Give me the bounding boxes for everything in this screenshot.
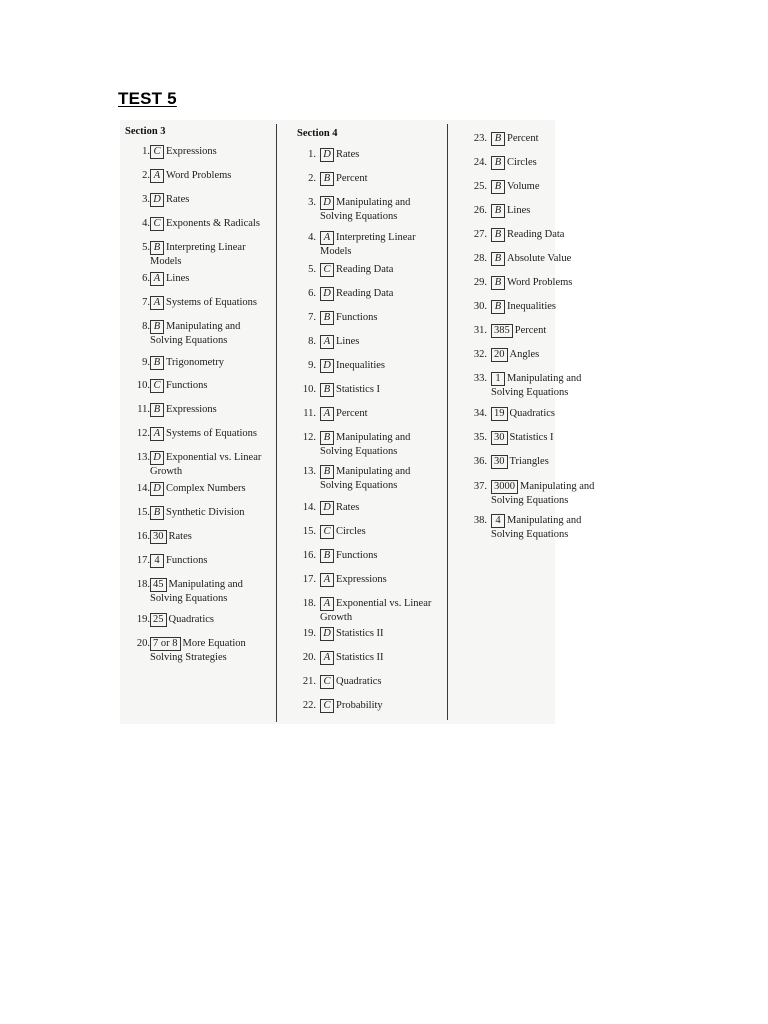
entry-body [491,407,555,421]
topic-label: Inequalities [336,360,385,371]
entry-body [150,427,257,441]
entry-body [491,204,530,218]
answer-box: C [320,525,334,539]
topic-label: Exponential vs. Linear [336,598,432,609]
question-number: 4. [308,232,316,243]
topic-label-continued: Solving Equations [320,446,398,457]
question-number: 6. [308,288,316,299]
answer-box: B [491,252,505,266]
answer-box: C [150,145,164,159]
topic-label: Lines [336,336,360,347]
question-number: 7. [308,312,316,323]
topic-label: Lines [166,273,190,284]
question-number: 32. [473,349,487,360]
answer-box: D [320,627,334,641]
question-number: 1. [308,149,316,160]
question-number: 34. [473,408,487,419]
answer-box: D [320,287,334,301]
answer-box: 1 [491,372,505,386]
entry-body [320,699,383,713]
question-number: 16. [302,550,316,561]
topic-label: Probability [336,700,383,711]
question-number: 11. [303,408,316,419]
topic-label: Reading Data [507,229,565,240]
topic-label-continued: Solving Equations [491,529,569,540]
answer-box: B [150,403,164,417]
question-number: 17. [302,574,316,585]
entry-body [491,252,571,266]
answer-box: B [491,132,505,146]
entry-body [320,172,368,186]
entry-body [491,276,572,290]
question-number: 27. [473,229,487,240]
question-number: 2. [308,173,316,184]
question-number: 15. [136,507,150,518]
answer-box: 4 [491,514,505,528]
topic-label: Manipulating and [336,466,411,477]
topic-label: Word Problems [507,277,573,288]
entry-body [491,228,564,242]
topic-label: Rates [166,194,190,205]
question-number: 26. [473,205,487,216]
question-number: 22. [302,700,316,711]
entry-body [491,514,581,541]
entry-body [320,231,416,258]
topic-label: Systems of Equations [166,428,257,439]
answer-box: A [150,272,164,286]
topic-label: Functions [166,555,208,566]
topic-label: Expressions [166,404,217,415]
entry-body [320,431,410,458]
question-number: 13. [302,466,316,477]
question-number: 28. [473,253,487,264]
question-number: 3. [142,194,150,205]
entry-body [150,482,246,496]
question-number: 14. [302,502,316,513]
question-number: 31. [473,325,487,336]
entry-body [150,613,214,627]
topic-label: Circles [336,526,366,537]
topic-label: Percent [507,133,539,144]
entry-body [320,359,385,373]
entry-body [320,335,359,349]
entry-body [320,407,368,421]
entry-body [320,525,366,539]
topic-label: Functions [336,312,378,323]
entry-body [150,554,207,568]
entry-body [150,296,257,310]
topic-label: Statistics I [509,432,554,443]
topic-label: Triangles [509,456,549,467]
answer-box: C [150,217,164,231]
question-number: 16. [136,531,150,542]
entry-body [320,311,377,325]
answer-box: 19 [491,407,508,421]
entry-body [491,300,556,314]
answer-box: 45 [150,578,167,592]
answer-box: 3000 [491,480,518,494]
question-number: 8. [308,336,316,347]
answer-box: D [320,196,334,210]
question-number: 30. [473,301,487,312]
question-number: 15. [302,526,316,537]
topic-label-continued: Solving Strategies [150,652,227,663]
question-number: 5. [308,264,316,275]
topic-label: Manipulating and [507,515,582,526]
entry-body [491,480,594,507]
topic-label-continued: Solving Equations [320,211,398,222]
entry-body [320,148,359,162]
topic-label: Quadratics [168,614,214,625]
answer-box: 385 [491,324,513,338]
question-number: 24. [473,157,487,168]
page-title: TEST 5 [118,89,177,108]
question-number: 13. [136,452,150,463]
question-number: 25. [473,181,487,192]
topic-label: Rates [336,149,360,160]
topic-label: More Equation [182,638,246,649]
question-number: 4. [142,218,150,229]
topic-label: Manipulating and [507,373,582,384]
entry-body [150,530,192,544]
topic-label-continued: Solving Equations [150,593,228,604]
topic-label-continued: Solving Equations [491,387,569,398]
topic-label: Percent [336,173,368,184]
question-number: 35. [473,432,487,443]
entry-body [150,217,260,231]
topic-label: Percent [336,408,368,419]
topic-label-continued: Solving Equations [491,495,569,506]
answer-box: B [320,172,334,186]
topic-label: Statistics II [336,628,384,639]
answer-key-scan [120,120,595,724]
question-number: 1. [142,146,150,157]
question-number: 10. [302,384,316,395]
question-number: 17. [136,555,150,566]
topic-label: Functions [166,380,208,391]
topic-label: Manipulating and [336,432,411,443]
entry-body [150,637,246,664]
question-number: 20. [136,638,150,649]
answer-box: B [150,506,164,520]
entry-body [320,196,410,223]
answer-box: B [150,356,164,370]
topic-label: Inequalities [507,301,556,312]
topic-label: Interpreting Linear [166,242,246,253]
entry-body [320,675,381,689]
question-number: 33. [473,373,487,384]
answer-box: C [320,699,334,713]
entry-body [320,501,359,515]
topic-label: Manipulating and [336,197,411,208]
question-number: 10. [136,380,150,391]
answer-box: A [320,651,334,665]
entry-body [491,156,537,170]
topic-label: Systems of Equations [166,297,257,308]
topic-label-continued: Solving Equations [320,480,398,491]
answer-box: A [150,169,164,183]
question-number: 21. [302,676,316,687]
entry-body [320,651,384,665]
topic-label: Reading Data [336,264,394,275]
topic-label: Rates [336,502,360,513]
answer-box: A [320,597,334,611]
answer-box: D [320,148,334,162]
question-number: 5. [142,242,150,253]
answer-box: B [320,311,334,325]
answer-box: A [150,296,164,310]
topic-label: Statistics I [336,384,381,395]
question-number: 19. [136,614,150,625]
answer-box: B [320,465,334,479]
question-number: 9. [308,360,316,371]
answer-box: B [320,549,334,563]
answer-box: B [150,241,164,255]
question-number: 2. [142,170,150,181]
entry-body [150,451,261,478]
question-number: 29. [473,277,487,288]
topic-label: Percent [514,325,547,336]
entry-body [150,193,189,207]
topic-label-continued: Models [320,246,352,257]
answer-box: B [491,156,505,170]
answer-box: 30 [491,431,508,445]
answer-box: A [150,427,164,441]
topic-label: Statistics II [336,652,384,663]
entry-body [150,578,243,605]
entry-body [150,506,244,520]
answer-box: D [320,359,334,373]
answer-box: 30 [491,455,508,469]
question-number: 23. [473,133,487,144]
answer-box: B [491,228,505,242]
topic-label: Absolute Value [507,253,572,264]
answer-box: 7 or 8 [150,637,181,651]
entry-body [491,132,539,146]
entry-body [150,169,231,183]
entry-body [320,549,377,563]
topic-label: Expressions [166,146,217,157]
question-number: 36. [473,456,487,467]
question-number: 6. [142,273,150,284]
answer-box: C [150,379,164,393]
answer-box: 20 [491,348,508,362]
answer-box: 4 [150,554,164,568]
question-number: 14. [136,483,150,494]
topic-label-continued: Growth [320,612,353,623]
topic-label: Complex Numbers [166,483,246,494]
question-number: 37. [473,481,487,492]
topic-label: Word Problems [166,170,232,181]
answer-box: B [491,180,505,194]
answer-box: A [320,335,334,349]
answer-box: D [320,501,334,515]
topic-label: Quadratics [509,408,555,419]
topic-label: Manipulating and [166,321,241,332]
answer-box: B [491,276,505,290]
question-number: 8. [142,321,150,332]
answer-box: D [150,193,164,207]
topic-label: Reading Data [336,288,394,299]
answer-box: B [491,204,505,218]
topic-label: Functions [336,550,378,561]
entry-body [320,263,393,277]
topic-label: Interpreting Linear [336,232,416,243]
answer-box: 30 [150,530,167,544]
topic-label: Circles [507,157,537,168]
answer-box: D [150,482,164,496]
entry-body [150,272,189,286]
entry-body [491,431,554,445]
answer-box: A [320,407,334,421]
topic-label: Manipulating and [168,579,243,590]
topic-label: Synthetic Division [166,507,245,518]
entry-body [320,287,393,301]
answer-box: B [320,383,334,397]
question-number: 20. [302,652,316,663]
answer-box: 25 [150,613,167,627]
entry-body [320,383,380,397]
topic-label-continued: Growth [150,466,183,477]
entry-body [150,320,240,347]
entry-body [150,241,246,268]
answer-box: B [150,320,164,334]
question-number: 3. [308,197,316,208]
entry-body [150,379,207,393]
answer-box: C [320,263,334,277]
answer-box: B [491,300,505,314]
topic-label: Exponents & Radicals [166,218,260,229]
entry-body [491,324,546,338]
entry-body [320,597,431,624]
topic-label: Exponential vs. Linear [166,452,262,463]
topic-label: Quadratics [336,676,382,687]
entry-body [491,180,539,194]
question-number: 19. [302,628,316,639]
section-3-heading: Section 3 [125,126,166,137]
entry-body [320,573,387,587]
topic-label: Expressions [336,574,387,585]
answer-box: A [320,231,334,245]
entry-body [150,356,224,370]
entry-body [320,465,410,492]
question-number: 38. [473,515,487,526]
topic-label-continued: Solving Equations [150,335,228,346]
entry-body [491,372,581,399]
entry-body [491,348,539,362]
topic-label: Rates [168,531,192,542]
topic-label: Volume [507,181,540,192]
answer-box: B [320,431,334,445]
entry-body [150,145,217,159]
topic-label: Trigonometry [166,357,224,368]
answer-box: D [150,451,164,465]
question-number: 18. [136,579,150,590]
section-4-heading: Section 4 [297,128,338,139]
question-number: 7. [142,297,150,308]
entry-body [150,403,217,417]
question-number: 12. [136,428,150,439]
topic-label: Manipulating and [520,481,595,492]
answer-box: C [320,675,334,689]
question-number: 11. [137,404,150,415]
question-number: 12. [302,432,316,443]
question-number: 9. [142,357,150,368]
topic-label: Angles [509,349,540,360]
question-number: 18. [302,598,316,609]
topic-label-continued: Models [150,256,182,267]
answer-box: A [320,573,334,587]
topic-label: Lines [507,205,531,216]
entry-body [491,455,549,469]
entry-body [320,627,384,641]
